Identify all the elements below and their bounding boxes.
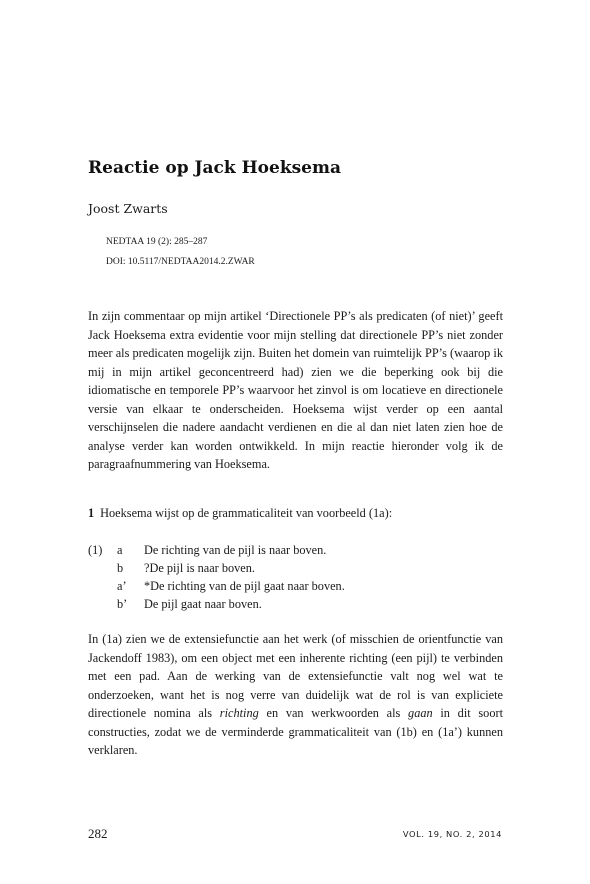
example-number: (1) <box>88 543 103 557</box>
example-sentence: De richting van de pijl is naar boven. <box>144 543 327 557</box>
section-1-heading <box>88 506 392 521</box>
journal-citation: NEDTAA 19 (2): 285–287 <box>106 237 208 247</box>
section-number: 1 <box>88 506 95 520</box>
example-label: a’ <box>117 579 127 593</box>
discussion-text: In (1a) zien we de extensiefunctie aan het werk (of misschien de orientfunctie van Jackendoff 1983), om een object met een inherente richting (een pijl) te verbinden met een pad. Aan de werking van de extensiefunctie valt nog wel wat te onderzoeken, want het is nog verre van duidelijk wat de rol is van expliciete directionele nomina als <box>88 632 503 720</box>
example-sentence: De pijl gaat naar boven. <box>144 597 262 611</box>
discussion-paragraph <box>88 630 503 760</box>
article-title: Reactie op Jack Hoeksema <box>88 158 341 178</box>
page-number: 282 <box>88 826 108 841</box>
volume-info: VOL. 19, NO. 2, 2014 <box>402 829 502 839</box>
article-author: Joost Zwarts <box>88 201 168 216</box>
example-label: b <box>117 561 124 575</box>
example-sentence: ?De pijl is naar boven. <box>144 561 255 575</box>
intro-paragraph: In zijn commentaar op mijn artikel ‘Directionele PP’s als predicaten (of niet)’ geeft Jack Hoeksema extra evidentie voor mijn stelling dat directionele PP’s niet zonder meer als predicaten mogelijk zijn. Buiten het domein van ruimtelijk PP’s (waarop ik mij in mijn artikel geconcentreerd had) zien we die beperking ook bij die idiomatische en temporele PP’s waarvoor het zinvol is om locatieve en directionele versie van elkaar te onderscheiden. Hoeksema wijst verder op een aantal verschijnselen die nadere aandacht verdienen en die al dan niet laten zien hoe de analyse verder kan worden ontwikkeld. In mijn reactie hieronder volg ik de paragraafnummering van Hoeksema. <box>88 309 503 471</box>
section-text: Hoeksema wijst op de grammaticaliteit van voorbeeld (1a): <box>100 506 393 520</box>
discussion-text: en van werkwoorden als <box>258 706 409 720</box>
example-label: b’ <box>117 597 128 611</box>
italic-term: richting <box>219 706 259 720</box>
discussion-text: in dit soort constructies, zodat we de verminderde grammaticaliteit van (1b) en (1a’) kunnen verklaren. <box>88 706 503 757</box>
doi-link[interactable]: DOI: 10.5117/NEDTAA2014.2.ZWAR <box>106 257 255 267</box>
italic-term: gaan <box>408 706 433 720</box>
example-sentence: *De richting van de pijl gaat naar boven. <box>144 579 345 593</box>
example-label: a <box>117 543 123 557</box>
